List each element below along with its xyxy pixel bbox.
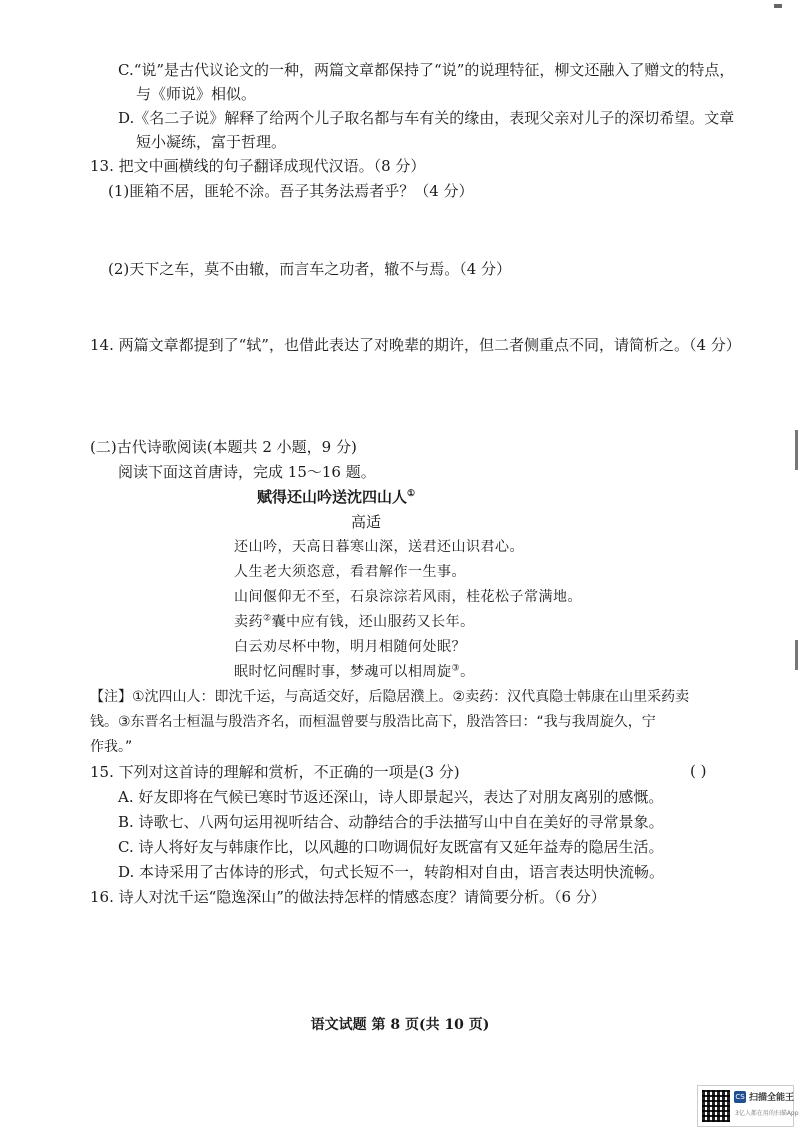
poem-line-6 (234, 662, 475, 682)
q15-option-b: B. 诗歌七、八两句运用视听结合、动静结合的手法描写山中自在美好的寻常景象。 (118, 813, 664, 831)
section-instruction: 阅读下面这首唐诗，完成 15～16 题。 (118, 463, 376, 481)
q15-option-d: D. 本诗采用了古体诗的形式，句式长短不一，转韵相对自由，语言表达明快流畅。 (118, 863, 665, 881)
q16-stem: 16. 诗人对沈千运“隐逸深山”的做法持怎样的情感态度？请简要分析。（6 分） (90, 888, 606, 906)
q13-stem: 13. 把文中画横线的句子翻译成现代汉语。（8 分） (90, 157, 426, 175)
section-heading: (二)古代诗歌阅读(本题共 2 小题，9 分) (90, 438, 357, 456)
notes-line-2: 钱。③东晋名士桓温与殷浩齐名，而桓温曾要与殷浩比高下，殷浩答曰：“我与我周旋久，宁 (90, 714, 656, 730)
q12-option-d-line1: D.《名二子说》解释了给两个儿子取名都与车有关的缘由，表现父亲对儿子的深切希望。文章 (118, 109, 735, 127)
poem-author: 高适 (351, 513, 382, 531)
poem-line-6-part-a: 眠时忆问醒时事，梦魂可以相周旋 (234, 664, 452, 680)
poem-line-4-part-a: 卖药 (234, 614, 263, 630)
poem-line-4 (234, 612, 475, 632)
page-footer: 语文试题 第 8 页(共 10 页) (310, 1017, 490, 1033)
q14-stem: 14. 两篇文章都提到了“轼”，也借此表达了对晚辈的期许，但二者侧重点不同，请简析之。（4 分） (90, 336, 741, 354)
poem-line-6-footnote-mark: ③ (451, 663, 461, 674)
q15-option-a: A. 好友即将在气候已寒时节返还深山，诗人即景起兴，表达了对朋友离别的感慨。 (118, 788, 664, 806)
poem-title-footnote-mark: ① (407, 489, 416, 499)
qr-code-icon (702, 1090, 730, 1122)
q15-option-c: C. 诗人将好友与韩康作比，以风趣的口吻调侃好友既富有又延年益寿的隐居生活。 (118, 838, 664, 856)
scanner-app-name: 扫描全能王 (749, 1093, 795, 1103)
poem-line-2: 人生老大须恣意，看君解作一生事。 (234, 564, 466, 580)
camscanner-logo-icon: CS (735, 1093, 745, 1101)
poem-line-1: 还山吟，天高日暮寒山深，送君还山识君心。 (234, 539, 524, 555)
q15-answer-bracket: ( ) (690, 762, 707, 780)
poem-title-text: 赋得还山吟送沈四山人 (257, 488, 408, 506)
q15-stem: 15. 下列对这首诗的理解和赏析，不正确的一项是(3 分) (90, 763, 460, 781)
poem-line-4-footnote-mark: ② (263, 613, 272, 624)
poem-line-6-part-b: 。 (460, 664, 475, 680)
poem-line-4-part-b: 囊中应有钱，还山服药又长年。 (271, 614, 475, 630)
q12-option-d-line2: 短小凝练，富于哲理。 (136, 133, 287, 151)
q13-sub2: (2)天下之车，莫不由辙，而言车之功者，辙不与焉。（4 分） (108, 260, 512, 278)
notes-line-1: 【注】①沈四山人：即沈千运，与高适交好，后隐居濮上。②卖药：汉代真隐士韩康在山里采药卖 (90, 689, 690, 705)
scanner-app-tagline: 3亿人都在用的扫描App (735, 1110, 799, 1117)
q12-option-c-line2: 与《师说》相似。 (136, 85, 257, 103)
scanner-watermark (697, 1085, 799, 1127)
q13-sub1: (1)匪箱不居，匪轮不涂。吾子其务法焉者乎？（4 分） (108, 182, 474, 200)
scan-corner-mark (774, 4, 782, 8)
poem-line-5: 白云劝尽杯中物，明月相随何处眠？ (234, 639, 466, 655)
q12-option-c-line1: C.“说”是古代议论文的一种，两篇文章都保持了“说”的说理特征，柳文还融入了赠文的特点， (118, 61, 735, 79)
scan-edge-mark (795, 640, 798, 670)
poem-title (257, 487, 415, 507)
poem-line-3: 山间偃仰无不至，石泉淙淙若风雨，桂花松子常满地。 (234, 589, 582, 605)
scan-edge-mark (795, 430, 798, 470)
notes-line-3: 作我。” (90, 739, 133, 755)
